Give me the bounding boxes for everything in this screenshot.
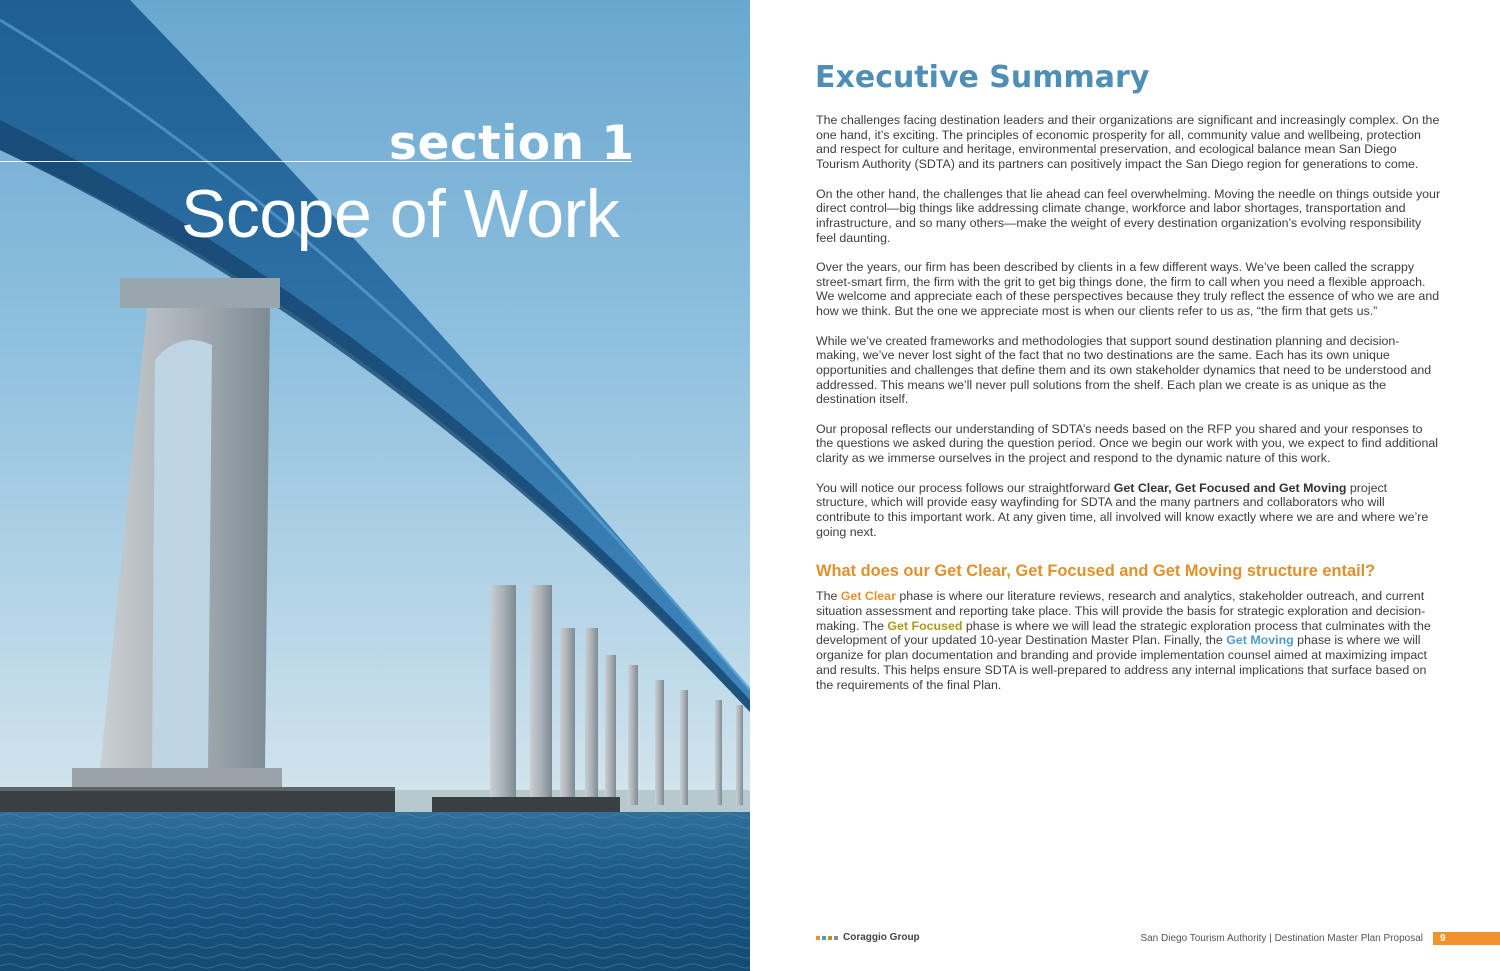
paragraph-1: The challenges facing destination leaders and their organizations are significant and increasingly complex. On the one hand, it’s exciting. The principles of economic prosperity for all, community value and wellbeing, protection and respect for culture and heritage, environmental preservation, and ecological balance mean San Diego Tourism Authority (SDTA) and its partners can positively impact the San Diego region for generations to come. xyxy=(816,113,1440,172)
brand-square xyxy=(828,936,832,940)
paragraph-3: Over the years, our firm has been described by clients in a few different ways. We’ve been called the scrappy street-smart firm, the firm with the grit to get big things done, the firm to call when you need a flexible approach. We welcome and appreciate each of these perspectives because they truly reflect the essence of who we are and how we think. But the one we appreciate most is when our clients refer to us as, “the firm that gets us.” xyxy=(816,260,1440,319)
footer-document-title: San Diego Tourism Authority | Destination Master Plan Proposal xyxy=(1140,933,1423,944)
structure-name: Get Clear, Get Focused and Get Moving xyxy=(1113,480,1347,495)
section-label: section 1 xyxy=(389,116,635,171)
brand-logo xyxy=(816,932,920,943)
brand-mark-icon xyxy=(816,936,838,940)
paragraph-6: You will notice our process follows our straightforward Get Clear, Get Focused and Get Moving project structure, which will provide easy wayfinding for SDTA and the many partners and collaborators who will contribute to this important work. At any given time, all involved will know exactly where we are and where we’re going next. xyxy=(816,480,1429,539)
paragraph-7: The Get Clear phase is where our literature reviews, research and analytics, stakeholder outreach, and current situation assessment and reporting take place. This will provide the basis for strategic exploration and decision-making. The Get Focused phase is where we will lead the strategic exploration process that culminates with the development of your updated 10-year Destination Master Plan. Finally, the Get Moving phase is where we will organize for plan documentation and branding and provide implementation counsel aimed at maximizing impact and results. This helps ensure SDTA is well-prepared to address any internal implications that surface based on the requirements of the final Plan. xyxy=(816,589,1431,692)
paragraph-2: On the other hand, the challenges that lie ahead can feel overwhelming. Moving the needle on things outside your direct control—big things like addressing climate change, workforce and labor shortages, transportation and infrastructure, and so many others—make the weight of every destination organization’s evolving responsibility feel daunting. xyxy=(816,186,1441,245)
page-number: 9 xyxy=(1433,932,1500,945)
section-title: Scope of Work xyxy=(181,176,620,252)
phase-get-moving: Get Moving xyxy=(1226,633,1294,648)
body-text xyxy=(816,113,1441,707)
subheading: What does our Get Clear, Get Focused and Get Moving structure entail? xyxy=(816,562,1376,581)
main-pillars xyxy=(72,278,282,788)
page-title: Executive Summary xyxy=(815,60,1150,95)
brand-square xyxy=(816,936,820,940)
paragraph-4: While we’ve created frameworks and methodologies that support sound destination planning and decision-making, we’ve never lost sight of the fact that no two destinations are the same. Each has its own unique opportunities and challenges that define them and its own stakeholder dynamics that need to be understood and addressed. This means we’ll never pull solutions from the shelf. Each plan we create is as unique as the destination itself. xyxy=(816,333,1432,407)
distant-pillars xyxy=(490,585,743,805)
brand-name: Coraggio Group xyxy=(843,932,920,943)
phase-get-clear: Get Clear xyxy=(840,589,896,604)
brand-square xyxy=(822,936,826,940)
phase-get-focused: Get Focused xyxy=(887,618,963,633)
paragraph-5: Our proposal reflects our understanding of SDTA’s needs based on the RFP you shared and your responses to the questions we asked during the question period. Once we begin our work with you, we expect to find additional clarity as we immerse ourselves in the project and respond to the dynamic nature of this work. xyxy=(816,421,1438,466)
fender-right xyxy=(432,797,620,813)
brand-square xyxy=(834,936,838,940)
